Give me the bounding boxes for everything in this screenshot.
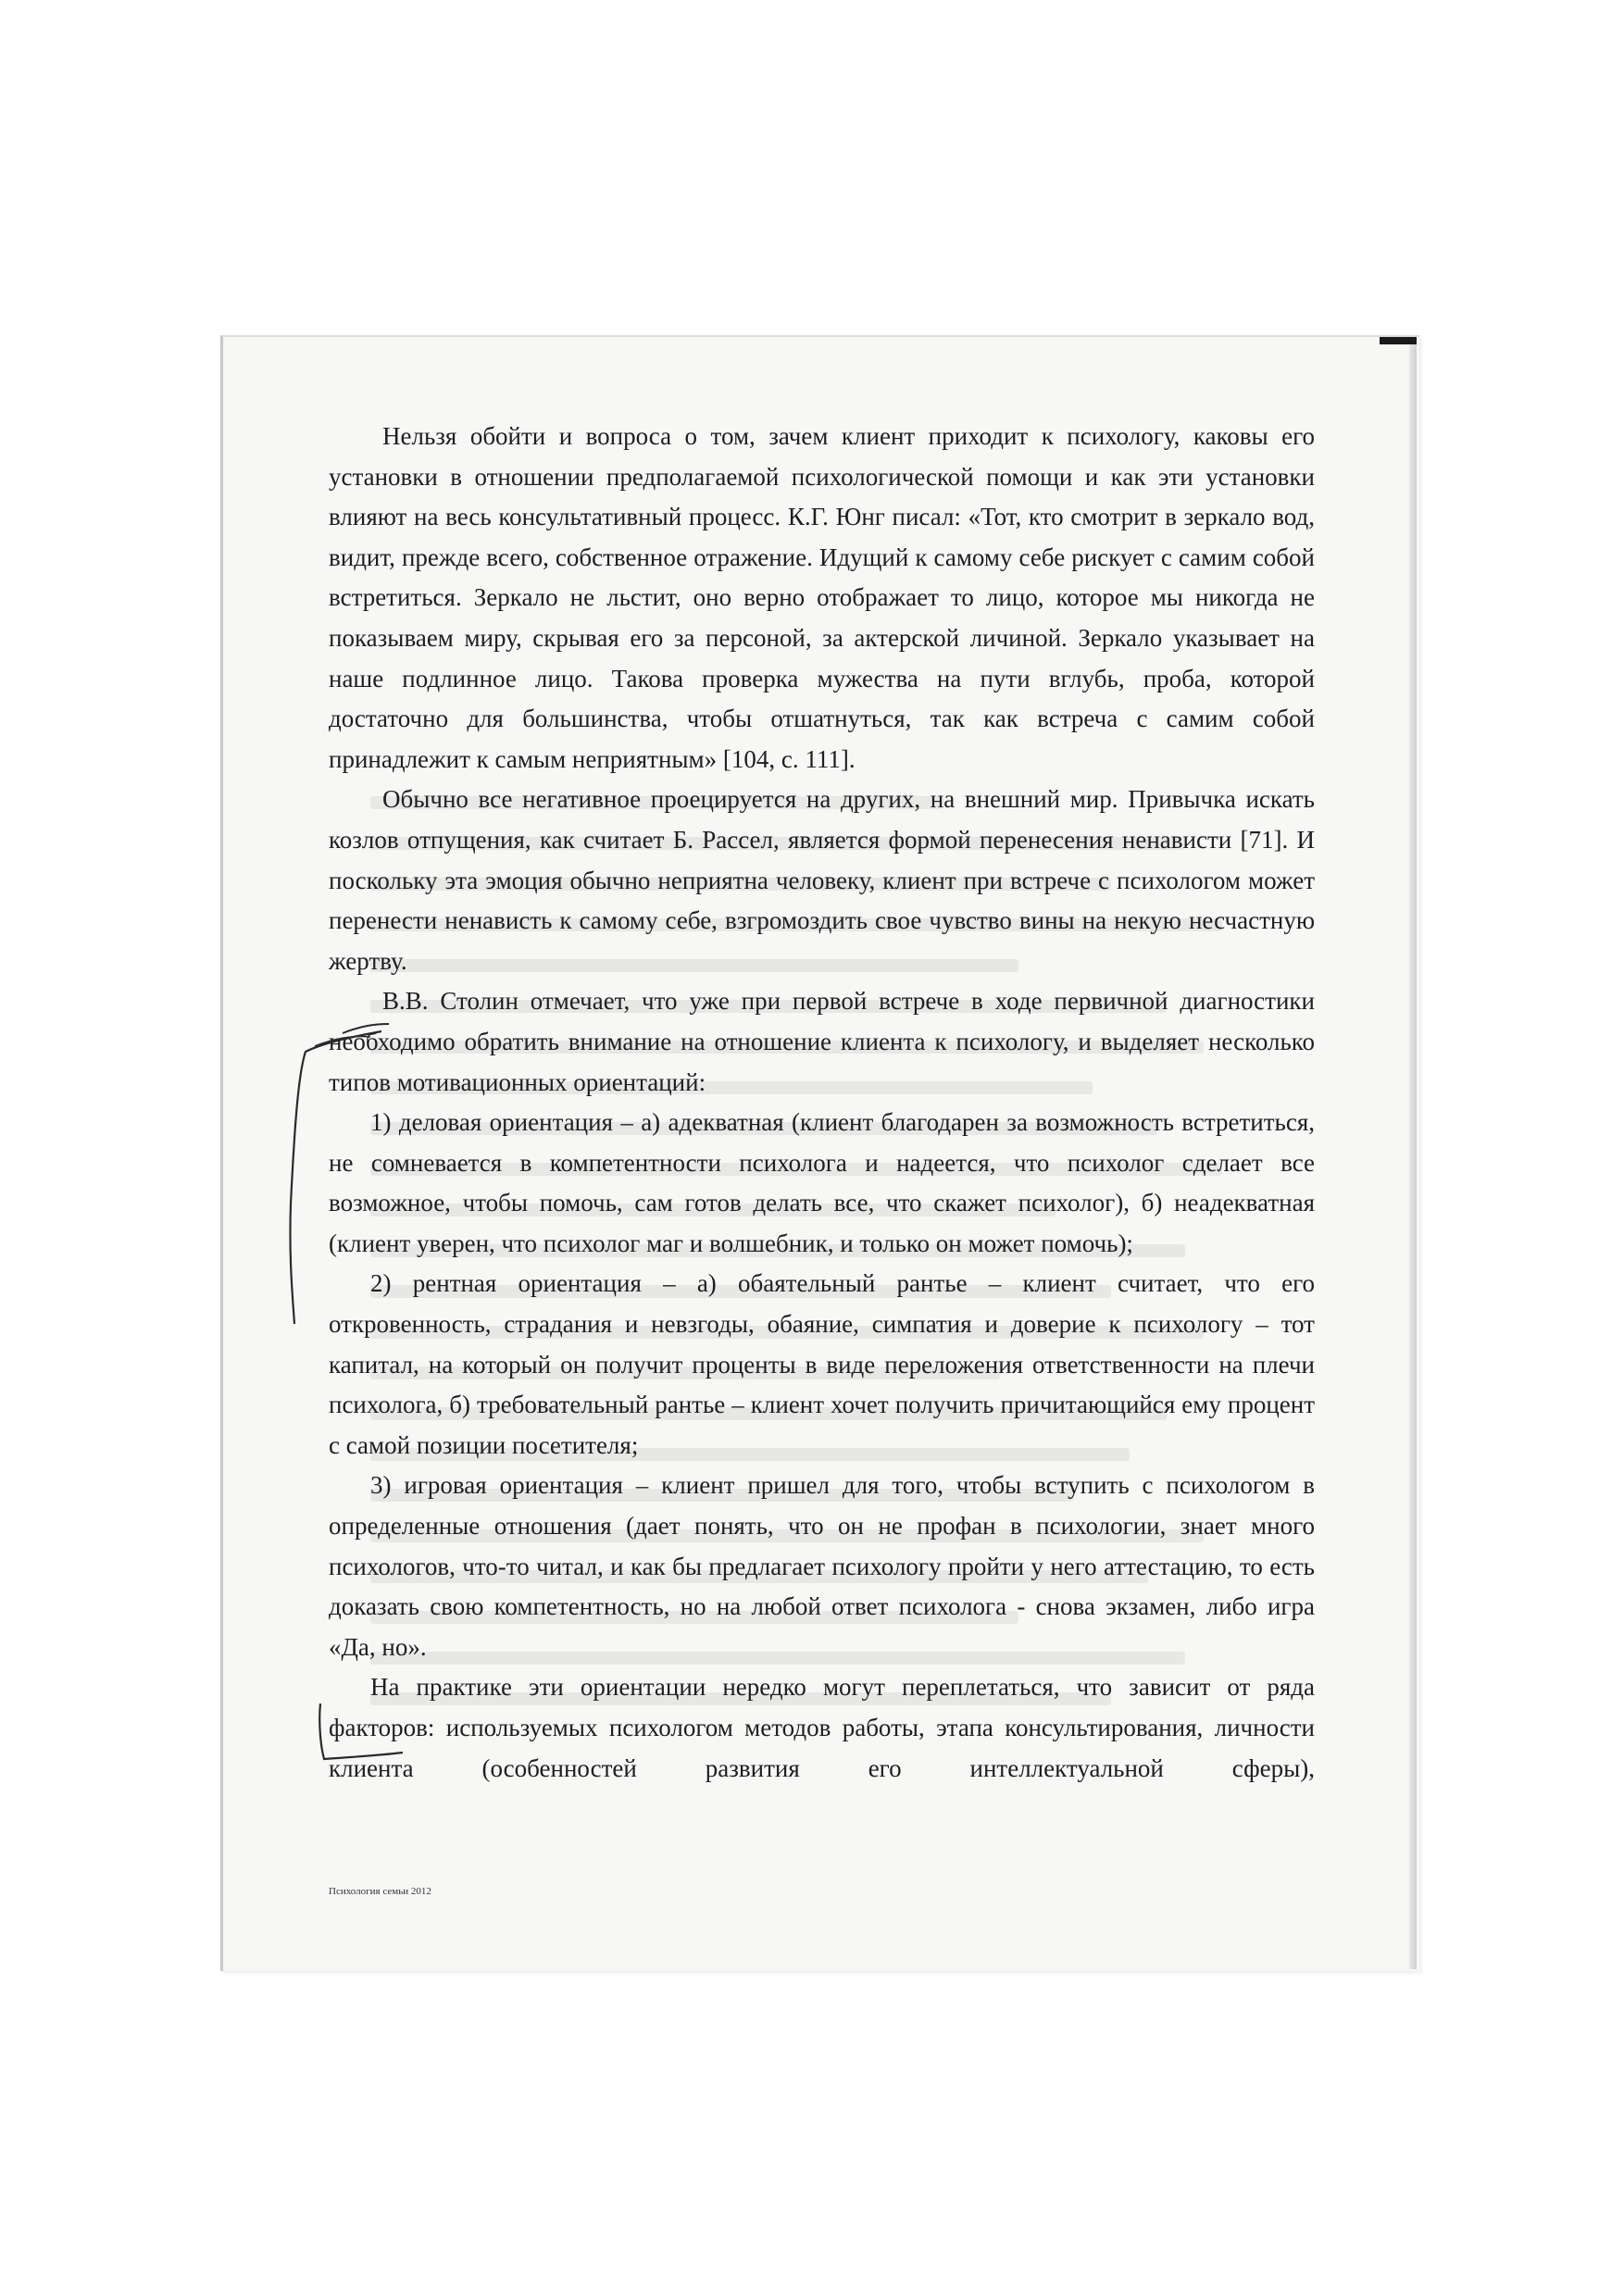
page-footer: Психология семьи 2012 <box>329 1886 431 1897</box>
scan-edge-shadow <box>1409 344 1417 1969</box>
paragraph-2: Обычно все негативное проецируется на других, на внешний мир. Привычка искать козлов отпущения, как считает Б. Рассел, является формой перенесения ненависти [71]. И поскольку эта эмоция обычно неприятна человеку, клиент при встрече с психологом может перенести ненависть к самому себе, взгромоздить свое чувство вины на некую несчастную жертву. <box>329 785 1315 975</box>
paragraph-1: Нельзя обойти и вопроса о том, зачем клиент приходит к психологу, каковы его установки в отношении предполагаемой психологической помощи и как эти установки влияют на весь консультативный процесс. К.Г. Юнг писал: «Тот, кто смотрит в зеркало вод, видит, прежде всего, собственное отражение. Идущий к самому себе рискует с самим собой встретиться. Зеркало не льстит, оно верно отображает то лицо, которое мы никогда не показываем миру, скрывая его за персоной, за актерской личиной. Зеркало указывает на наше подлинное лицо. Такова проверка мужества на пути вглубь, проба, которой достаточно для большинства, чтобы отшатнуться, так как встреча с самим собой принадлежит к самым неприятным» [104, с. 111]. <box>329 422 1315 773</box>
paragraph-3: В.В. Столин отмечает, что уже при первой встрече в ходе первичной диагностики необходимо обратить внимание на отношение клиента к психологу, и выделяет несколько типов мотивационных ориентаций: <box>329 987 1315 1096</box>
document-body <box>329 417 1315 1789</box>
paragraph-final: На практике эти ориентации нередко могут переплетаться, что зависит от ряда факторов: используемых психологом методов работы, этапа консультирования, личности клиента (особенностей развития его интеллектуальной сферы), <box>329 1673 1315 1782</box>
scan-edge-mark <box>1380 337 1417 344</box>
list-item-business-orientation: 1) деловая ориентация – а) адекватная (клиент благодарен за возможность встретиться, не сомневается в компетентности психолога и надеется, что психолог сделает все возможное, чтобы помочь, сам готов делать все, что скажет психолог), б) неадекватная (клиент уверен, что психолог маг и волшебник, и только он может помочь); <box>329 1108 1315 1257</box>
list-item-game-orientation: 3) игровая ориентация – клиент пришел для того, чтобы вступить с психологом в определенные отношения (дает понять, что он не профан в психологии, знает много психологов, что-то читал, и как бы предлагает психологу пройти у него аттестацию, то есть доказать свою компетентность, но на любой ответ психолога - снова экзамен, либо игра «Да, но». <box>329 1471 1315 1661</box>
list-item-rent-orientation: 2) рентная ориентация – а) обаятельный рантье – клиент считает, что его откровенность, страдания и невзгоды, обаяние, симпатия и доверие к психологу – тот капитал, на который он получит проценты в виде переложения ответственности на плечи психолога, б) требовательный рантье – клиент хочет получить причитающийся ему процент с самой позиции посетителя; <box>329 1269 1315 1459</box>
